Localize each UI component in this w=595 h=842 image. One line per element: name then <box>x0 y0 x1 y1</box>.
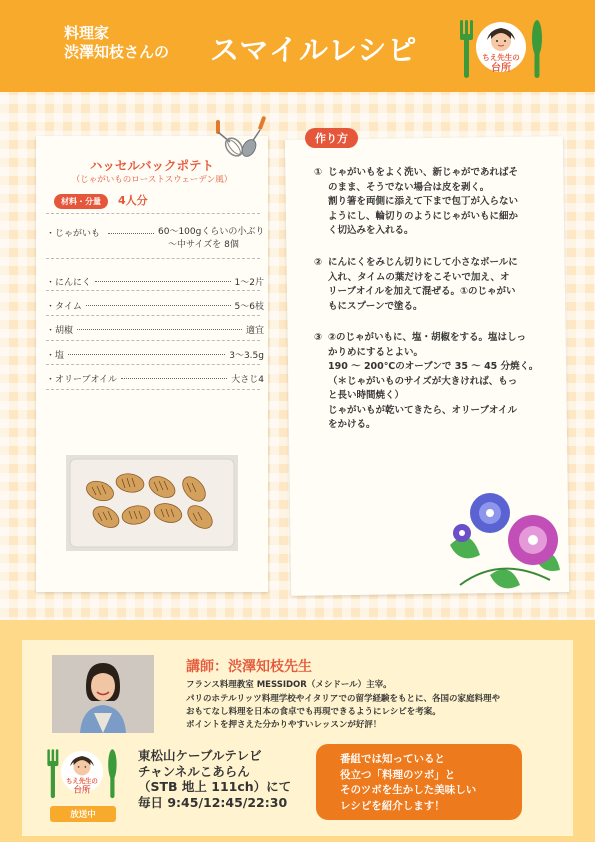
step-number: ③ <box>314 332 323 343</box>
logo-text-2: 台所 <box>491 63 511 74</box>
step-number: ① <box>314 167 323 178</box>
ingredient-amount: 3～3.5g <box>229 351 264 361</box>
leader-dots <box>77 329 242 330</box>
ingredient-row <box>46 275 264 288</box>
divider <box>46 290 260 291</box>
chie-kitchen-logo-small <box>44 744 120 800</box>
whisk-spatula-icon <box>210 112 272 160</box>
ingredient-amount-line1: 60～100gくらいの小ぶり <box>158 227 265 237</box>
divider <box>46 258 260 259</box>
ingredient-amount: 5～6枝 <box>234 302 264 312</box>
logo-text-1: ちえ先生の <box>482 53 520 62</box>
divider <box>46 213 260 214</box>
step-text: じゃがいもをよく洗い、新じゃがであればそ のまま、そうでない場合は皮を剥く。 割り箸を両側に添えて下まで包丁が入らない ようにし、輪切りのようにじゃがいもに細か く切込みを入れる。 <box>328 167 519 236</box>
promo-line: 番組では知っていると <box>340 753 445 765</box>
instructor-bio-line: パリのホテルリッツ料理学校やイタリアでの留学経験をもとに、各国の家庭料理や <box>186 694 500 704</box>
step-2 <box>314 256 558 314</box>
broadcast-info <box>138 748 291 810</box>
header-author <box>64 24 169 62</box>
leader-dots <box>121 378 227 379</box>
ingredient-amount: 大さじ4 <box>231 375 264 385</box>
ingredient-row <box>46 299 264 312</box>
broadcast-line: （STB 地上 111ch）にて <box>138 779 292 794</box>
step-number: ② <box>314 257 323 268</box>
ingredient-row <box>46 323 264 336</box>
broadcast-line: 毎日 9:45/12:45/22:30 <box>138 794 288 810</box>
header-banner <box>0 0 595 92</box>
logo-small-text-2: 台所 <box>73 784 91 795</box>
ingredients-label: 材料・分量 <box>54 194 108 209</box>
leader-dots <box>86 305 231 306</box>
instructor-bio-line: おもてなし料理を日本の食卓でも再現できるようにレシピを考案。 <box>186 707 441 717</box>
logo-small-text-1: ちえ先生の <box>66 777 98 785</box>
on-air-badge: 放送中 <box>50 806 116 822</box>
header-line2: 渋澤知枝さんの <box>64 43 170 61</box>
instructor-photo <box>52 655 154 733</box>
ingredient-amount-line2: ～中サイズを 8個 <box>168 240 239 250</box>
promo-line: そのツボを生かした美味しい <box>340 784 477 796</box>
recipe-title: ハッセルバックポテト <box>89 158 215 173</box>
ingredient-name: ・じゃがいも <box>46 229 101 239</box>
header-line1: 料理家 <box>64 24 110 42</box>
ingredient-row <box>46 372 264 385</box>
leader-dots <box>68 354 225 355</box>
instructor-bio-line: フランス料理教室 MESSIDOR（メシドール）主宰。 <box>186 680 392 690</box>
leader-dots <box>95 281 231 282</box>
leader-dots <box>108 233 154 234</box>
promo-line: レシピを紹介します！ <box>340 799 445 812</box>
instructor-name: 講師：渋澤知枝先生 <box>186 659 312 675</box>
broadcast-line: チャンネルこあらん <box>138 763 250 779</box>
divider <box>46 340 260 341</box>
ingredient-row <box>46 348 264 361</box>
ingredient-name: ・塩 <box>46 351 65 361</box>
promo-line: 役立つ「料理のツボ」と <box>340 768 456 781</box>
ingredient-amount: 適宜 <box>245 326 264 336</box>
ingredient-name: ・にんにく <box>46 278 92 288</box>
step-text: ②のじゃがいもに、塩・胡椒をする。塩はしっ かりめにするとよい。 190 ～ 200℃のオーブンで 35 ～ 45 分焼く。 （＊じゃがいものサイズが大きければ、もっ と長い時間焼く） じゃがいもが乾いてきたら、オリーブオイル をかける。 <box>328 332 539 430</box>
ingredient-name: ・胡椒 <box>46 326 74 336</box>
recipe-subtitle: （じゃがいものローストスウェーデン風） <box>71 175 233 185</box>
step-text: にんにくをみじん切りにして小さなボールに 入れ、タイムの葉だけをこそいで加え、オ リーブオイルを加えて混ぜる。①のじゃがい もにスプーンで塗る。 <box>328 257 518 312</box>
header-title: スマイルレシピ <box>210 33 418 67</box>
step-1 <box>314 166 558 239</box>
steps-label: 作り方 <box>305 128 358 148</box>
divider <box>46 389 260 390</box>
servings: 4人分 <box>118 194 148 207</box>
divider <box>46 315 260 316</box>
dish-photo <box>66 455 238 551</box>
divider <box>46 364 260 365</box>
ingredient-name: ・タイム <box>46 302 82 312</box>
instructor-bio-line: ポイントを押さえた分かりやすいレッスンが好評！ <box>186 720 382 730</box>
ingredient-name: ・オリーブオイル <box>46 375 118 385</box>
promo-box <box>316 744 522 820</box>
step-3 <box>314 331 558 433</box>
ingredient-amount: 1～2片 <box>234 278 264 288</box>
chie-kitchen-logo <box>456 14 546 80</box>
broadcast-line: 東松山ケーブルテレビ <box>138 748 262 763</box>
morning-glory-icon <box>440 485 570 600</box>
ingredient-amount <box>158 226 268 252</box>
